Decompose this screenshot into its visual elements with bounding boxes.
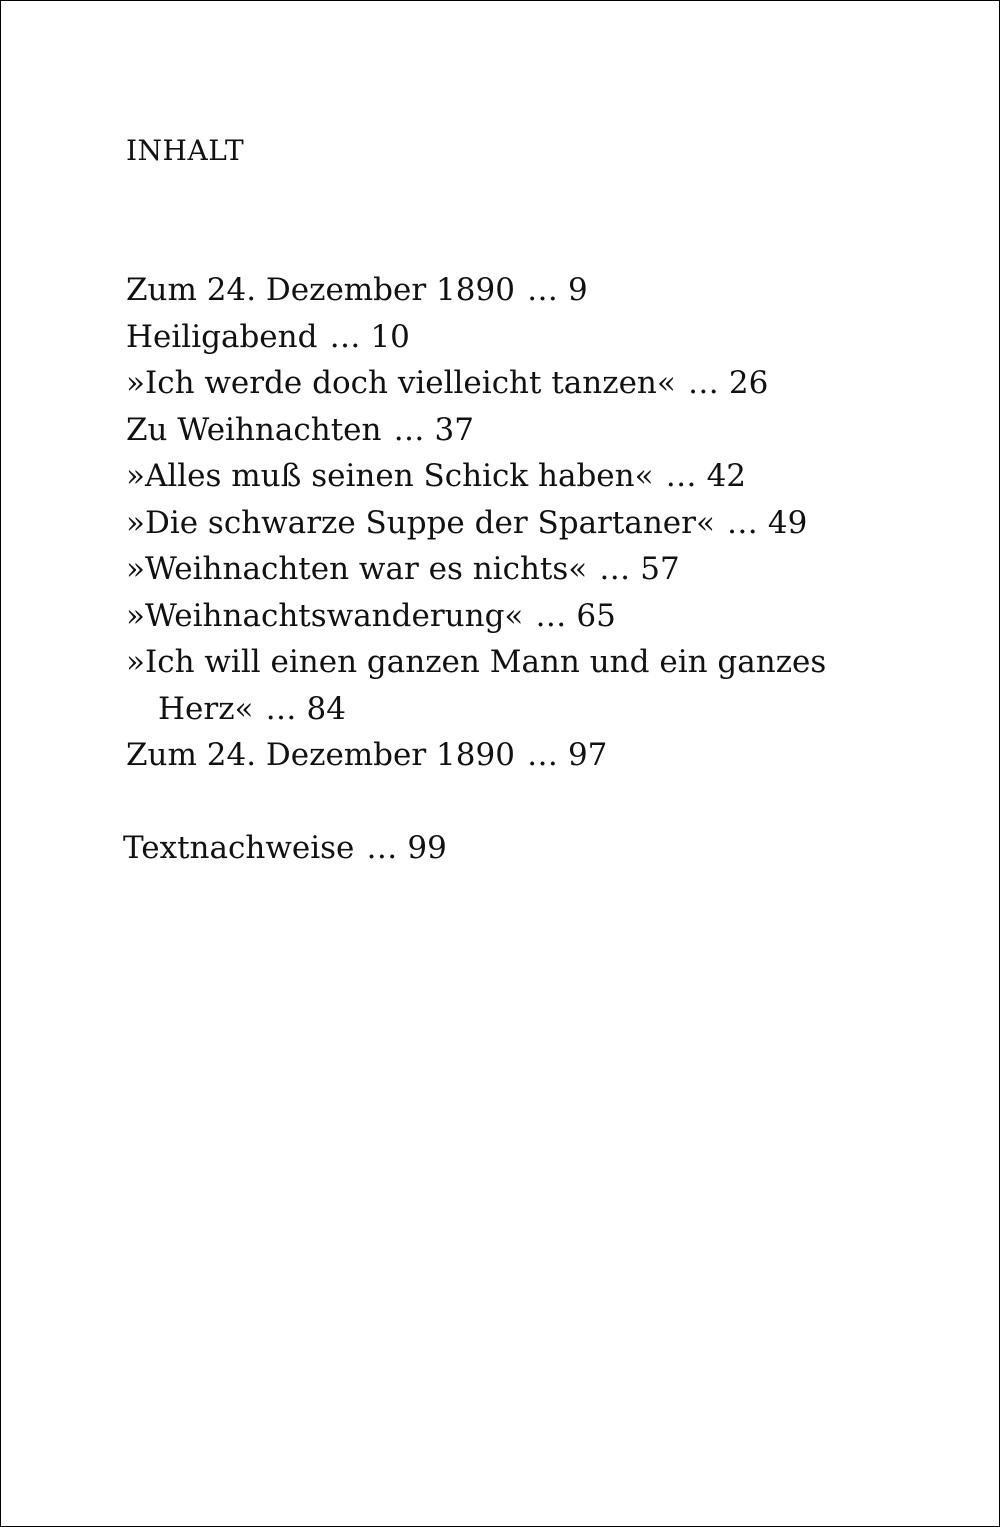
toc-entry-title: »Alles muß seinen Schick haben«	[126, 458, 654, 494]
toc-entry-title: Heiligabend	[126, 318, 318, 355]
toc-entry-title-continuation: Herz«	[158, 690, 254, 727]
toc-entry	[126, 500, 826, 547]
toc-entry-page: 26	[728, 365, 769, 401]
toc-entry-page: 42	[706, 458, 747, 494]
toc-separator: …	[535, 597, 567, 634]
toc-separator: …	[366, 830, 398, 866]
toc-separator: …	[665, 458, 697, 494]
toc-entry-title: Textnachweise	[123, 830, 355, 866]
toc-entry-page: 97	[567, 737, 608, 773]
toc-separator: …	[393, 411, 425, 448]
toc-entry-title: »Weihnachten war es nichts«	[126, 551, 588, 587]
toc-entry	[126, 314, 826, 361]
toc-entry-page: 9	[567, 272, 588, 308]
toc-separator: …	[329, 318, 361, 355]
toc-entry-page: 84	[306, 690, 346, 727]
toc-entry-page: 37	[434, 411, 474, 448]
toc-list	[126, 267, 826, 779]
toc-appendix-entry	[123, 825, 447, 872]
toc-separator: …	[599, 551, 631, 587]
toc-entry-page: 10	[370, 318, 410, 355]
toc-separator: …	[526, 737, 558, 773]
toc-entry	[126, 407, 826, 454]
toc-entry-page: 49	[767, 504, 808, 541]
toc-entry	[126, 639, 826, 686]
toc-separator: …	[726, 504, 758, 541]
toc-entry	[126, 453, 826, 500]
toc-entry-title: »Ich werde doch vielleicht tanzen«	[126, 365, 676, 401]
toc-separator: …	[265, 690, 297, 727]
toc-entry	[126, 546, 826, 593]
toc-entry-title: »Weihnachtswanderung«	[126, 597, 524, 634]
toc-entry	[126, 732, 826, 779]
toc-entry-title: »Ich will einen ganzen Mann und ein ganzes	[126, 644, 827, 680]
toc-entry-page: 65	[576, 597, 616, 634]
toc-entry-page: 99	[407, 830, 447, 866]
toc-entry-page: 57	[640, 551, 680, 587]
toc-entry-title: Zu Weihnachten	[126, 411, 382, 448]
toc-separator: …	[687, 365, 719, 401]
toc-entry	[126, 267, 826, 314]
toc-separator: …	[526, 272, 558, 308]
toc-entry-title: Zum 24. Dezember 1890	[126, 737, 515, 773]
toc-entry	[126, 593, 826, 640]
toc-entry-title: »Die schwarze Suppe der Spartaner«	[126, 504, 715, 541]
toc-entry-title: Zum 24. Dezember 1890	[126, 272, 515, 308]
toc-entry-continuation	[126, 686, 826, 733]
toc-appendix-list	[123, 825, 447, 872]
toc-entry	[126, 360, 826, 407]
toc-heading: INHALT	[126, 134, 245, 167]
